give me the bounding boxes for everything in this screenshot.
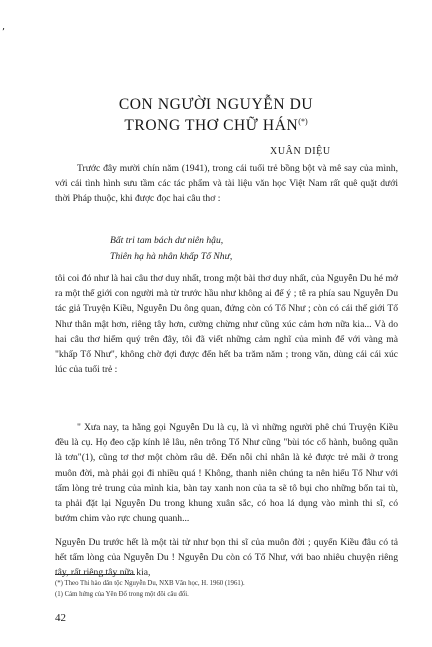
poem-quote [110,233,370,265]
paragraph-4: Nguyễn Du trước hết là một tài tử như bọn thi sĩ của muôn đời ; quyển Kiều đâu có tả hết tấm lòng của Nguyễn Du ! Nguyễn Du còn có Tố Như, với bao nhiêu chuyện riêng tây, rất riêng tây nữa kia, [55,536,398,578]
article-title-line2-text: TRONG THƠ CHỮ HÁN [124,117,299,135]
intro-paragraph-block [55,161,398,207]
footnote-1: (*) Theo Thi hào dân tộc Nguyễn Du, NXB Văn học, H. 1960 (1961). [55,580,245,587]
page-number: 42 [55,612,66,624]
poem-line-2: Thiên hạ hà nhân khấp Tố Như, [110,251,233,262]
footnote-2: (1) Cảm hứng của Yên Đổ trong một đôi câu đối. [55,591,189,598]
article-title-line1: CON NGƯỜI NGUYỄN DU [118,96,314,113]
paragraph-3: " Xưa nay, ta hằng gọi Nguyễn Du là cụ, là vì những người phê chú Truyện Kiều đều là cụ. Họ đeo cặp kính lê lâu, nên trông Tố Như cũng "bùi tóc cổ hành, buông quần là tơn"(1), cũng tơ thơ một chòm râu dê. Đến nỗi chỉ nhân là kẻ được trẻ mãi ở trong muôn đời, mà phải gọi đi nhiều quá ! Không, thanh niên chúng ta nên hiểu Tố Như với tấm lòng trẻ trung của mình kia, bàn tay xanh non của ta sẽ tô bụi cho những bốn tai tù, ta phải đặt lại Nguyễn Du trong khung xuân sắc, có hoa lá dụng vào mình thi sĩ, có bướm chim vào rực chung quanh... [55,422,398,525]
title-footnote-marker: (*) [298,117,308,126]
intro-paragraph: Trước đây mười chín năm (1941), trong cái tuổi trẻ bồng bột và mê say của mình, với cái tình hình sưu tầm các tác phẩm và tài liệu văn học Việt Nam rất quê quặt dưới thời Pháp thuộc, khi được đọc hai câu thơ : [55,163,398,205]
poem-line-1: Bất tri tam bách dư niên hậu, [110,235,224,246]
author-name: XUÂN DIỆU [270,146,331,157]
paragraph-2: tôi coi đó như là hai câu thơ duy nhất, trong một bài thơ duy nhất, của Nguyễn Du hé mở ra một thế giới con người mà từ trước hầu như không ai để ý ; tê ra phía sau Nguyễn Du tác giả Truyện Kiều, Nguyễn Du ông quan, đứng còn có Tố Như ; còn có cái thế giới Tố Như thân mật hơn, riêng tây hơn, cường chừng như cũng xúc cảm hơn nữa kia... Và do hai câu thơ hiếm quý trên đây, tôi đã viết những cảm nghĩ của mình để với vàng mà "khấp Tố Như", không chờ đợi được đến hết ba trăm năm ; trong văn, dùng cái cái xúc lúc của tuổi trẻ : [55,273,398,376]
corner-mark: ’ [2,28,5,38]
paragraph-2-block [55,271,398,377]
article-title-line2 [0,117,432,135]
paragraph-3-block [55,420,398,526]
footnote-divider [55,574,135,575]
